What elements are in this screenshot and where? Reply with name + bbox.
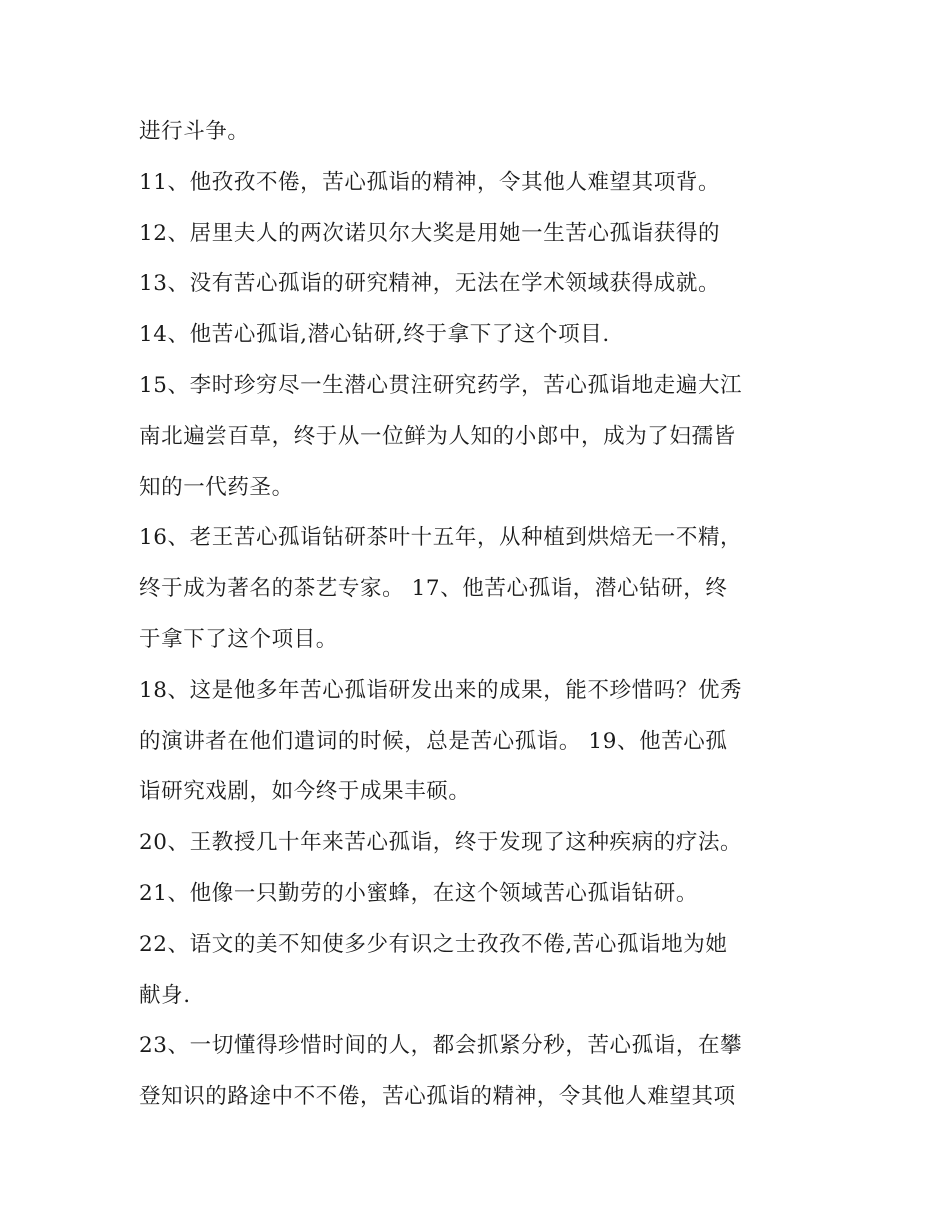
text-line: 进行斗争。 [139,119,250,144]
text-line: 13、没有苦心孤诣的研究精神，无法在学术领域获得成就。 [139,271,721,297]
text-line: 22、语文的美不知使多少有识之士孜孜不倦,苦心孤诣地为她 [139,931,728,957]
document-body [139,107,819,1123]
text-line: 16、老王苦心孤诣钻研茶叶十五年，从种植到烘焙无一不精， [139,525,743,551]
text-line: 诣研究戏剧，如今终于成果丰硕。 [139,779,471,805]
text-line: 11、他孜孜不倦，苦心孤诣的精神，令其他人难望其项背。 [139,169,721,195]
text-line: 登知识的路途中不不倦，苦心孤诣的精神，令其他人难望其项 [139,1084,736,1110]
text-line: 18、这是他多年苦心孤诣研发出来的成果，能不珍惜吗？优秀 [139,677,743,703]
text-line: 14、他苦心孤诣,潜心钻研,终于拿下了这个项目. [139,322,610,348]
text-line: 的演讲者在他们遣词的时候，总是苦心孤诣。 19、他苦心孤 [139,728,728,754]
text-line: 20、王教授几十年来苦心孤诣，终于发现了这种疾病的疗法。 [139,830,743,856]
text-line: 于拿下了这个项目。 [139,626,338,652]
text-line: 献身. [139,982,191,1008]
text-line: 23、一切懂得珍惜时间的人，都会抓紧分秒，苦心孤诣，在攀 [139,1033,743,1059]
text-line: 南北遍尝百草，终于从一位鲜为人知的小郎中，成为了妇孺皆 [139,423,736,449]
text-line: 知的一代药圣。 [139,474,294,500]
text-line: 终于成为著名的茶艺专家。 17、他苦心孤诣，潜心钻研，终 [139,576,728,602]
text-line: 12、居里夫人的两次诺贝尔大奖是用她一生苦心孤诣获得的 [139,220,721,246]
text-line: 15、李时珍穷尽一生潜心贯注研究药学，苦心孤诣地走遍大江 [139,372,743,398]
text-line: 21、他像一只勤劳的小蜜蜂，在这个领域苦心孤诣钻研。 [139,880,698,906]
